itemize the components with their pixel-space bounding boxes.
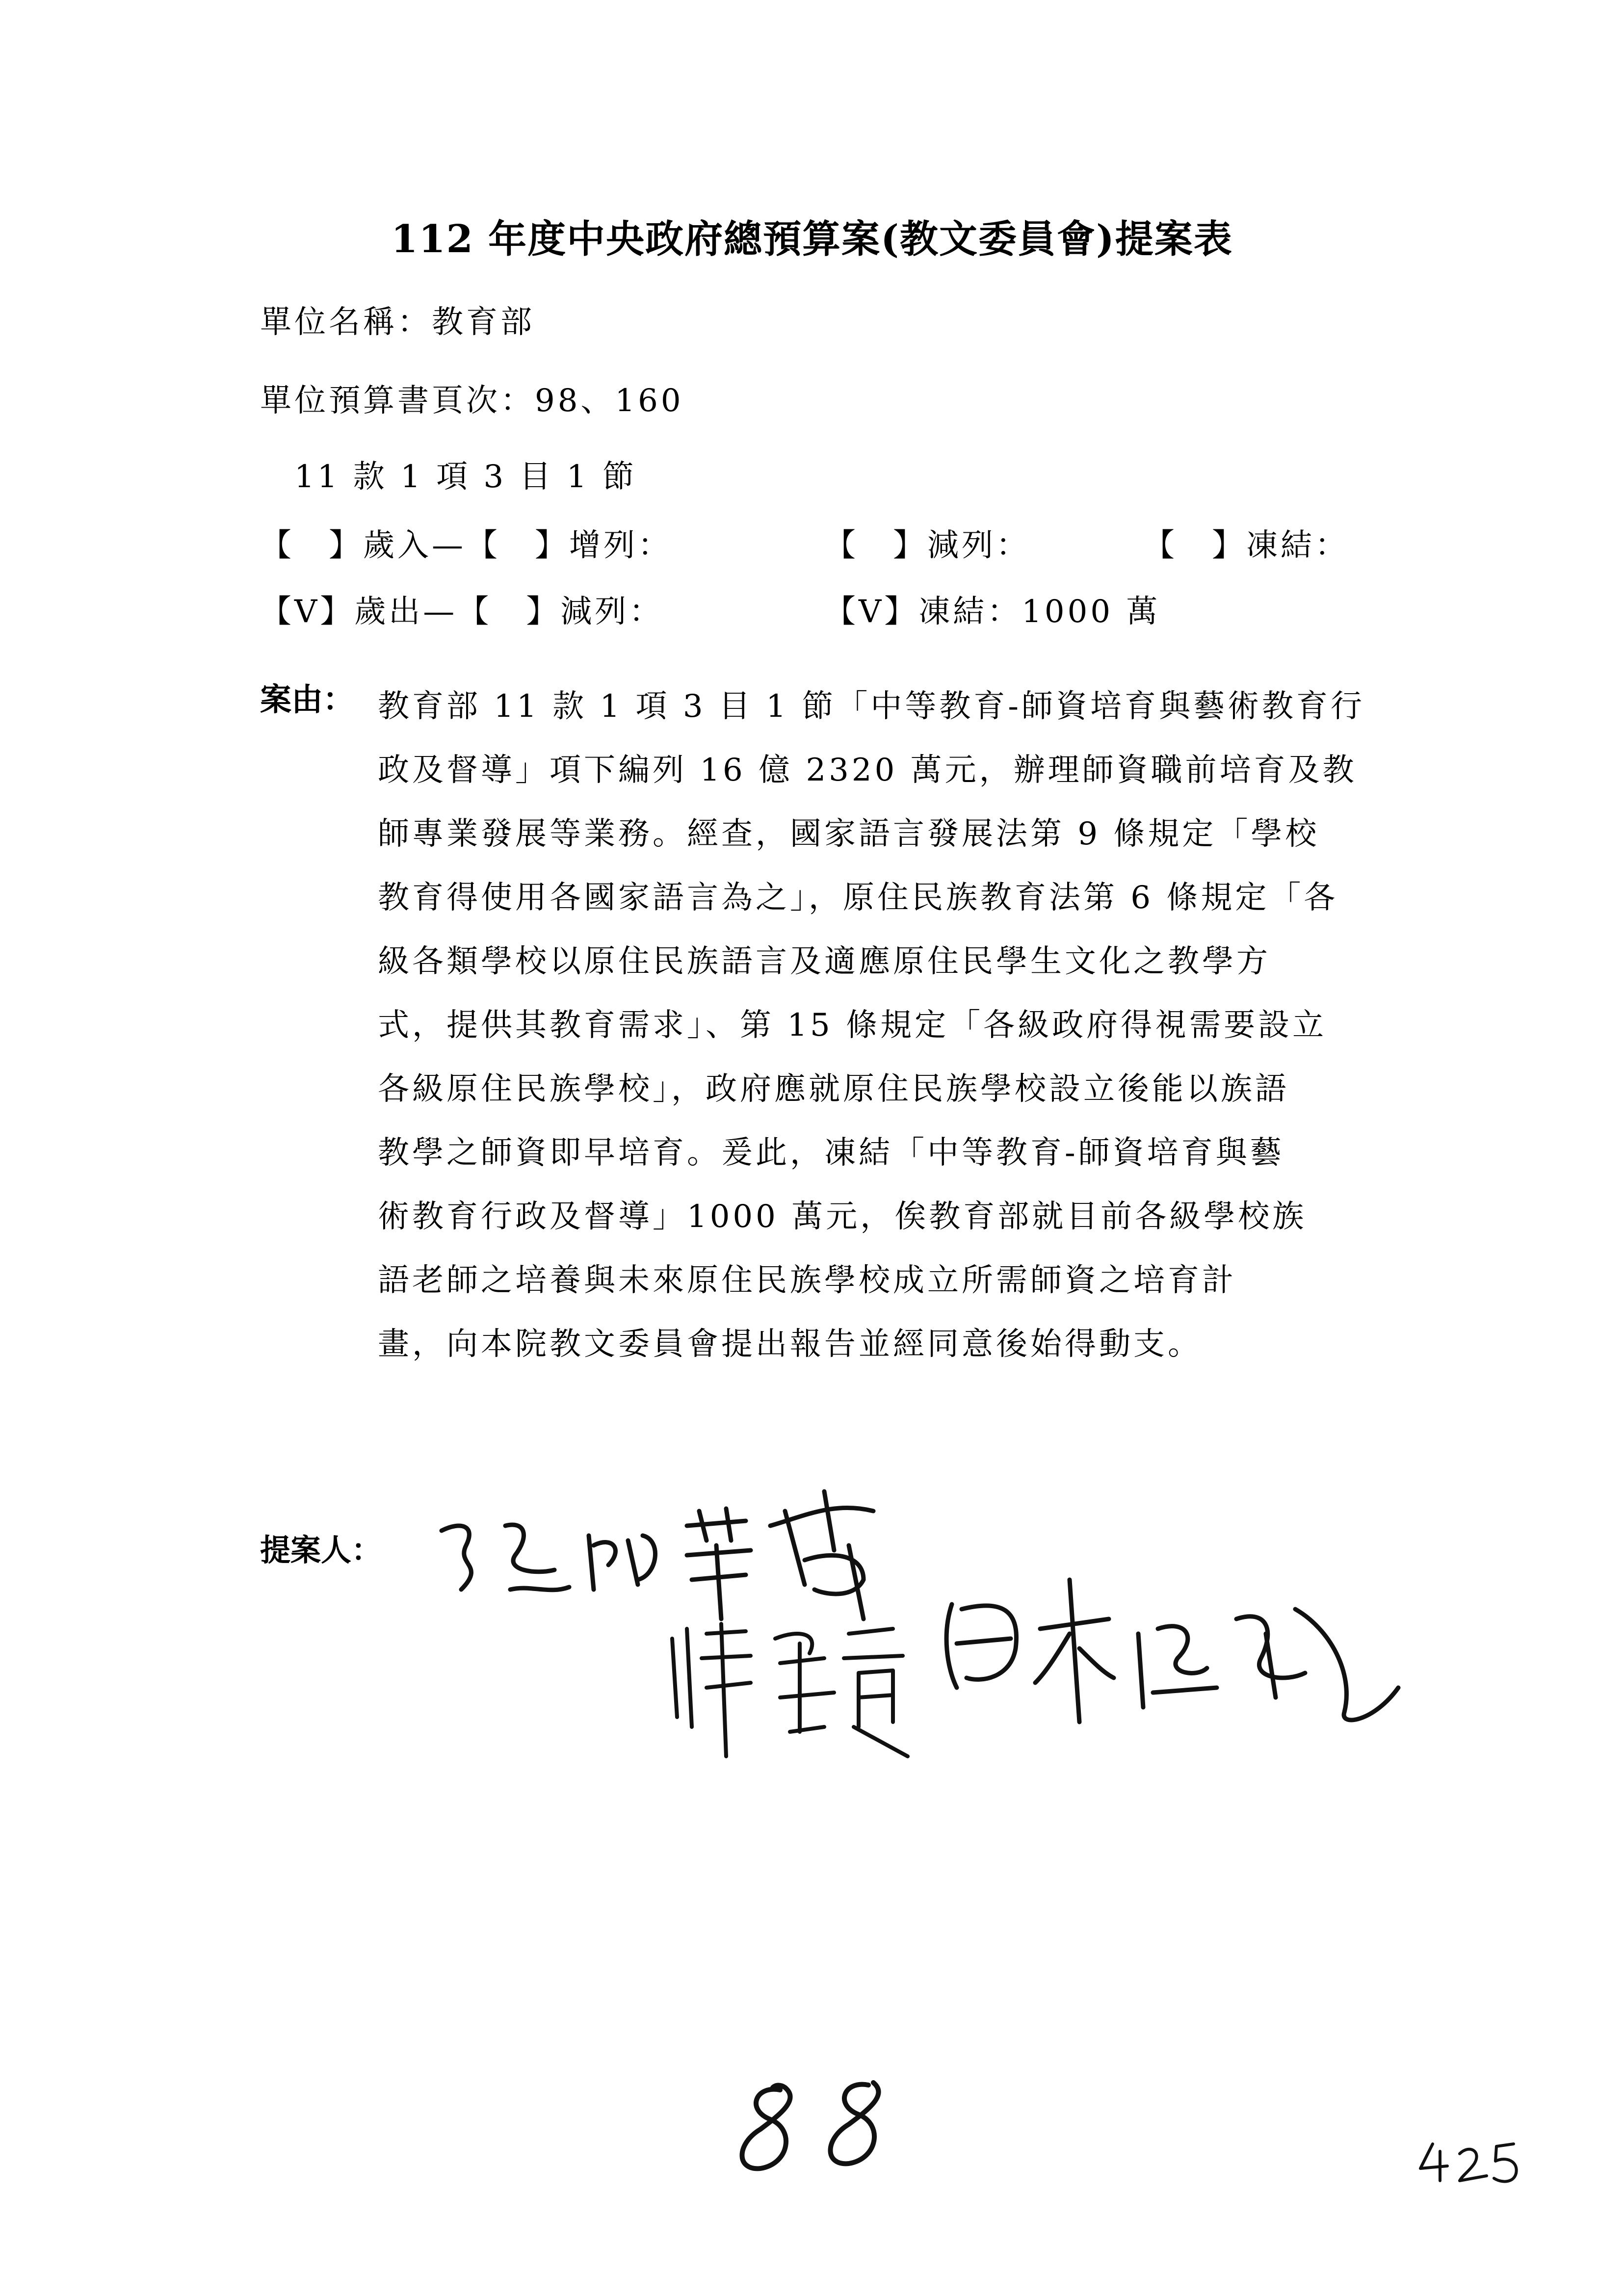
case-line: 政及督導」項下編列 16 億 2320 萬元，辦理師資職前培育及教 — [378, 752, 1357, 788]
proposer-label: 提案人： — [260, 1532, 382, 1568]
budget-section: 11 款 1 項 3 目 1 節 — [294, 459, 637, 495]
case-line: 級各類學校以原住民族語言及適應原住民學生文化之教學方 — [378, 943, 1271, 980]
document-title: 112 年度中央政府總預算案(教文委員會)提案表 — [391, 217, 1233, 261]
revenue-increase: 【 】歲入—【 】增列： — [260, 527, 672, 564]
case-text — [378, 675, 1388, 1376]
corner-number-text: 425 — [1413, 2134, 1414, 2135]
unit-budget-pages: 單位預算書頁次：98、160 — [260, 383, 684, 419]
page-number-text: 88 — [726, 2070, 727, 2071]
handwritten-page-number — [726, 2070, 913, 2183]
handwritten-signature-3 — [922, 1560, 1413, 1747]
case-line: 教學之師資即早培育。爰此，凍結「中等教育-師資培育與藝 — [378, 1135, 1284, 1171]
expense-freeze: 【V】凍結：1000 萬 — [824, 594, 1161, 630]
case-label: 案由： — [260, 681, 354, 718]
handwritten-signature-1 — [432, 1472, 971, 1629]
case-line: 教育得使用各國家語言為之」，原住民族教育法第 6 條規定「各 — [378, 880, 1338, 916]
case-line: 式，提供其教育需求」、第 15 條規定「各級政府得視需要設立 — [378, 1007, 1327, 1044]
revenue-decrease: 【 】減列： — [824, 527, 1030, 564]
expense-decrease: 【V】歲出—【 】減列： — [260, 594, 664, 630]
handwritten-corner-number — [1413, 2134, 1536, 2193]
case-line: 師專業發展等業務。經查，國家語言發展法第 9 條規定「學校 — [378, 816, 1320, 852]
case-line: 教育部 11 款 1 項 3 目 1 節「中等教育-師資培育與藝術教育行 — [378, 688, 1365, 725]
case-line: 語老師之培養與未來原住民族學校成立所需師資之培育計 — [378, 1262, 1236, 1299]
case-line: 各級原住民族學校」，政府應就原住民族學校設立後能以族語 — [378, 1071, 1289, 1107]
unit-name: 單位名稱：教育部 — [260, 304, 535, 340]
revenue-freeze: 【 】凍結： — [1143, 527, 1349, 564]
case-line: 畫，向本院教文委員會提出報告並經同意後始得動支。 — [378, 1326, 1202, 1362]
case-line: 術教育行政及督導」1000 萬元，俟教育部就目前各級學校族 — [378, 1199, 1307, 1235]
handwritten-signature-2 — [662, 1609, 937, 1771]
